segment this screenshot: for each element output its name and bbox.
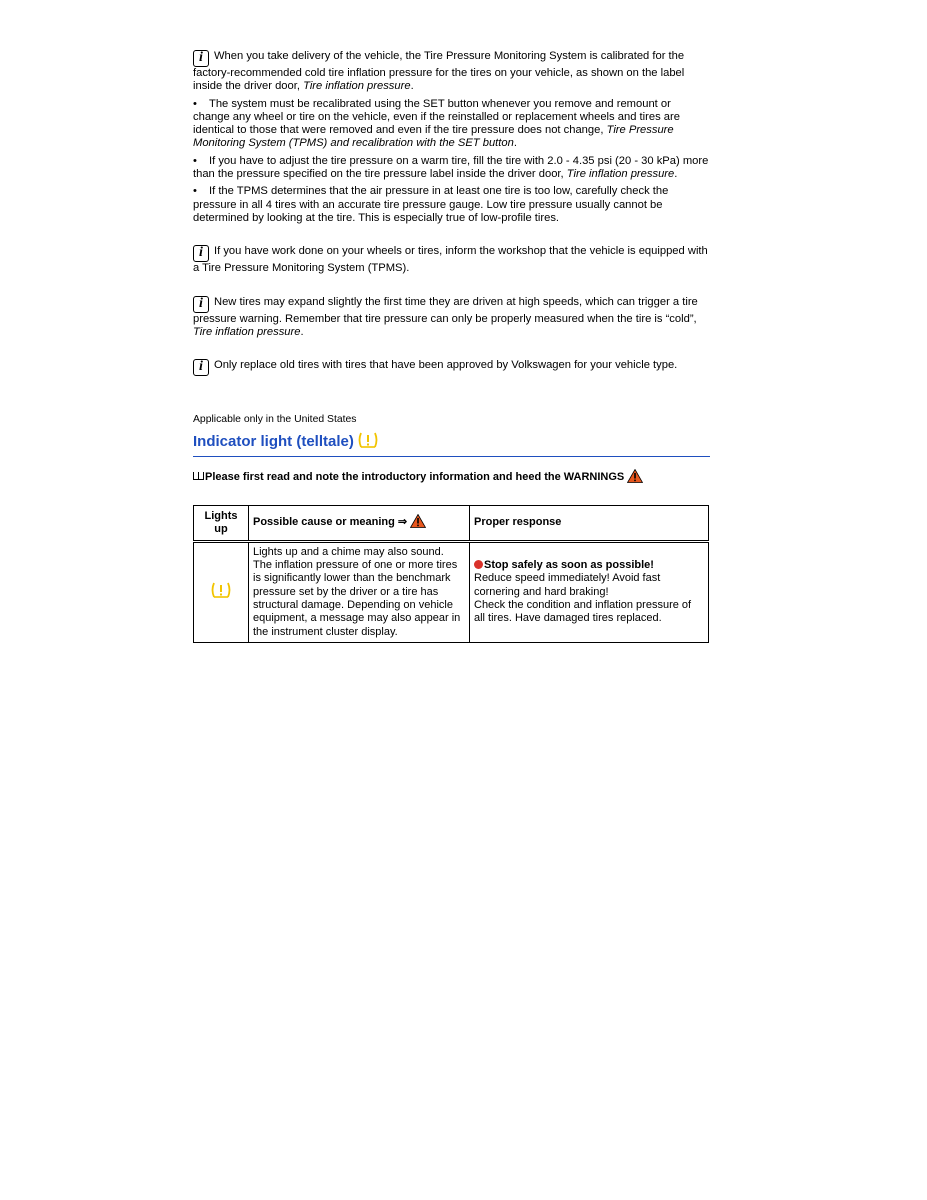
response-stop-text: Stop safely as soon as possible! <box>484 559 654 572</box>
note-text: Only replace old tires with tires that have been approved by Volkswagen for your vehicle type. <box>214 359 678 372</box>
header-cause-text: Possible cause or meaning ⇒ <box>253 515 408 528</box>
header-response: Proper response <box>470 505 709 541</box>
link-tire-inflation-pressure[interactable]: Tire inflation pressure <box>193 325 301 338</box>
warning-triangle-icon[interactable] <box>627 469 643 487</box>
note-text: If you have work done on your wheels or tires, inform the workshop that the vehicle is equipped with a Tire Pressure Monitoring System (TPMS). <box>193 245 708 275</box>
bullet-dot: • <box>193 185 197 198</box>
table-row <box>194 541 709 642</box>
cell-lights-up <box>194 541 249 642</box>
tpms-telltale-icon <box>210 590 232 602</box>
cell-response <box>470 541 709 642</box>
bullet-text-end: . <box>674 168 678 181</box>
read-first-notice <box>193 469 710 487</box>
applicability-note: Applicable only in the United States <box>193 414 357 426</box>
note-calibration-text <box>193 50 710 94</box>
bullet-text: If the TPMS determines that the air pressure in at least one tire is too low, carefully check the pressure in all 4 tires with an accurate tire pressure gauge. Low tire pressure usually cannot be determined by looking at the tire. This is especially true of low-profile tires. <box>193 185 669 224</box>
stop-icon <box>474 560 483 569</box>
note-text-end: . <box>300 325 304 338</box>
bullet-low-pressure <box>193 185 710 225</box>
info-icon: i <box>193 359 209 376</box>
bullet-warm-tire <box>193 155 710 182</box>
bullet-recalibrate <box>193 98 710 151</box>
note-replace-tires-text <box>193 359 710 376</box>
note-new-tires-text <box>193 296 710 340</box>
section-heading-text: Indicator light (telltale) <box>193 433 354 451</box>
link-tire-inflation-pressure[interactable]: Tire inflation pressure <box>303 80 411 93</box>
bullet-dot: • <box>193 154 197 167</box>
note-new-tires <box>193 296 710 340</box>
cell-cause: Lights up and a chime may also sound. The inflation pressure of one or more tires is significantly lower than the benchmark pressure set by the driver or a tire has structural damage. Depending on vehicle equipment, a message may also appear in the instrument cluster display. <box>249 541 470 642</box>
response-text: Reduce speed immediately! Avoid fast cornering and hard braking! <box>474 572 661 598</box>
table-header-row <box>194 505 709 541</box>
telltale-table <box>193 505 709 643</box>
note-workshop-text <box>193 245 710 275</box>
bullet-text: If you have to adjust the tire pressure on a warm tire, fill the tire with 2.0 - 4.35 psi (20 - 30 kPa) more than the pressure specified on the tire pressure label inside the driver door, <box>193 154 709 181</box>
note-text-end: . <box>410 80 414 93</box>
header-cause <box>249 505 470 541</box>
info-icon: i <box>193 296 209 313</box>
section-heading <box>193 431 710 457</box>
response-text: Check the condition and inflation pressure of all tires. Have damaged tires replaced. <box>474 598 692 625</box>
note-text: When you take delivery of the vehicle, the Tire Pressure Monitoring System is calibrated for the factory-recommended cold tire inflation pressure for the tires on your vehicle, as shown on the label inside the driver door, <box>193 50 685 93</box>
read-first-text: Please first read and note the introductory information and heed the WARNINGS <box>205 471 625 484</box>
info-icon: i <box>193 50 209 67</box>
link-tire-inflation-pressure[interactable]: Tire inflation pressure <box>566 168 675 181</box>
note-calibration <box>193 50 710 225</box>
header-lights-up: Lights up <box>194 505 249 541</box>
page-content <box>193 50 710 643</box>
note-workshop <box>193 245 710 275</box>
link-tpms-recalibration[interactable]: Tire Pressure Monitoring System (TPMS) and recalibration with the SET button <box>193 124 674 150</box>
note-replace-tires <box>193 359 710 376</box>
bullet-text: The system must be recalibrated using the SET button whenever you remove and remount or change any wheel or tire on the vehicle, even if the reinstalled or replacement wheels and tires are identical to those that were removed and even if the tire pressure does not change, <box>193 97 680 137</box>
note-text: New tires may expand slightly the first time they are driven at high speeds, which can trigger a tire pressure warning. Remember that tire pressure can only be properly measured when the tire is “cold”, <box>193 295 698 325</box>
tpms-telltale-icon <box>357 431 379 455</box>
info-icon: i <box>193 245 209 262</box>
bullet-text-end: . <box>513 137 517 150</box>
bullet-dot: • <box>193 97 197 110</box>
book-icon <box>193 472 204 480</box>
warning-triangle-icon[interactable] <box>410 514 426 532</box>
